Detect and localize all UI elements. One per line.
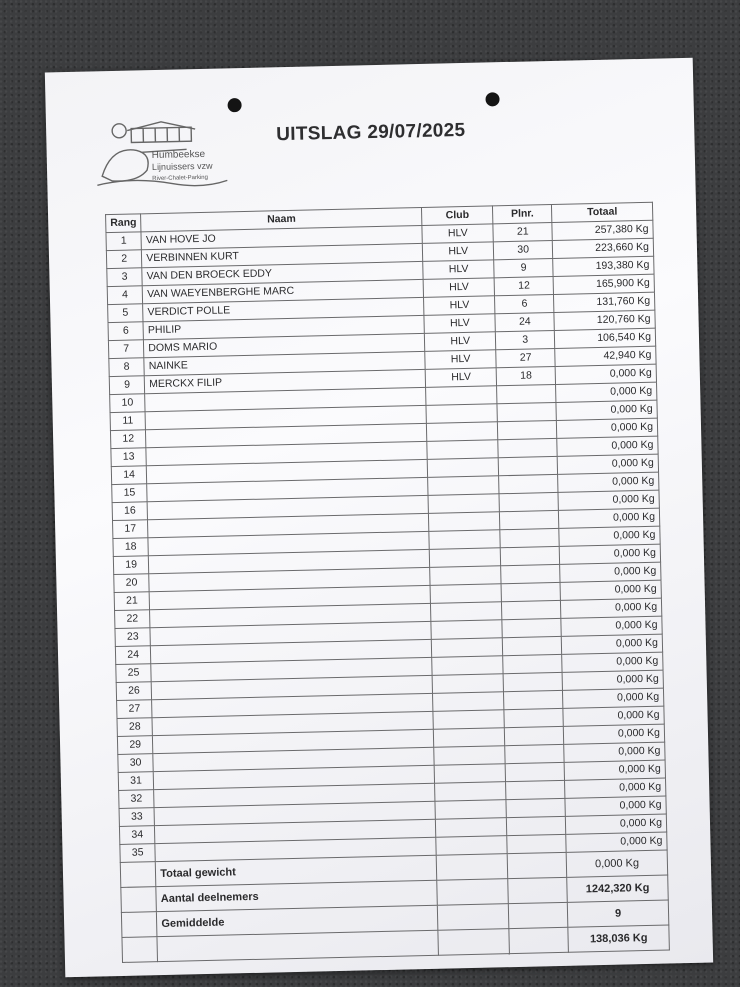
- cell-naam: NAINKE: [144, 351, 425, 375]
- cell-rang: 34: [119, 826, 155, 845]
- summary-club-blank: [438, 929, 510, 956]
- cell-totaal: 0,000 Kg: [559, 544, 660, 564]
- cell-plnr: [507, 834, 566, 853]
- cell-plnr: 9: [494, 258, 553, 277]
- cell-club: [429, 530, 500, 550]
- summary-label: Totaal gewicht: [156, 855, 437, 886]
- summary-label: Aantal deelnemers: [156, 880, 437, 911]
- cell-rang: 12: [110, 430, 146, 449]
- cell-totaal: 0,000 Kg: [556, 382, 657, 402]
- cell-club: [428, 476, 499, 496]
- results-sheet: [45, 58, 713, 977]
- cell-club: [435, 800, 506, 820]
- cell-plnr: [502, 618, 561, 637]
- cell-rang: 9: [109, 376, 145, 395]
- cell-naam: VERBINNEN KURT: [142, 243, 423, 267]
- cell-club: [427, 422, 498, 442]
- cell-club: [426, 404, 497, 424]
- cell-plnr: [499, 474, 558, 493]
- cell-club: [429, 548, 500, 568]
- cell-totaal: 0,000 Kg: [560, 562, 661, 582]
- summary-plnr-blank: [509, 902, 569, 928]
- cell-plnr: [504, 690, 563, 709]
- header-plnr: Plnr.: [493, 205, 552, 224]
- cell-rang: 2: [106, 250, 142, 269]
- cell-rang: 27: [117, 700, 153, 719]
- summary-blank: [120, 862, 156, 888]
- cell-rang: 26: [116, 682, 152, 701]
- summary-plnr-blank: [507, 852, 567, 878]
- page-title: UITSLAG 29/07/2025: [276, 119, 466, 146]
- cell-club: [431, 602, 502, 622]
- cell-totaal: 223,660 Kg: [553, 238, 654, 258]
- cell-totaal: 0,000 Kg: [557, 454, 658, 474]
- cell-naam: DOMS MARIO: [144, 333, 425, 357]
- cell-club: [435, 782, 506, 802]
- cell-plnr: 27: [496, 348, 555, 367]
- summary-club-blank: [436, 854, 508, 881]
- cell-club: [434, 764, 505, 784]
- cell-totaal: 0,000 Kg: [555, 364, 656, 384]
- cell-plnr: [505, 726, 564, 745]
- cell-totaal: 42,940 Kg: [555, 346, 656, 366]
- summary-plnr-blank: [508, 877, 568, 903]
- summary-club-blank: [438, 904, 510, 931]
- cell-club: HLV: [423, 278, 494, 298]
- cell-naam: VAN WAEYENBERGHE MARC: [142, 279, 423, 303]
- cell-totaal: 0,000 Kg: [564, 742, 665, 762]
- cell-rang: 3: [107, 268, 143, 287]
- cell-plnr: 18: [496, 366, 555, 385]
- cell-plnr: [499, 492, 558, 511]
- cell-totaal: 0,000 Kg: [561, 598, 662, 618]
- cell-totaal: 0,000 Kg: [566, 832, 667, 852]
- logo-line1: Humbeekse: [151, 148, 206, 162]
- cell-naam: PHILIP: [143, 315, 424, 339]
- cell-plnr: [497, 402, 556, 421]
- cell-rang: 22: [115, 610, 151, 629]
- summary-value: 9: [568, 900, 669, 927]
- cell-plnr: [498, 420, 557, 439]
- cell-rang: 10: [110, 394, 146, 413]
- cell-rang: 13: [111, 448, 147, 467]
- cell-totaal: 0,000 Kg: [565, 796, 666, 816]
- cell-totaal: 0,000 Kg: [560, 580, 661, 600]
- cell-totaal: 0,000 Kg: [563, 688, 664, 708]
- cell-plnr: [498, 438, 557, 457]
- cell-club: [433, 710, 504, 730]
- cell-totaal: 193,380 Kg: [553, 256, 654, 276]
- punch-hole: [227, 98, 241, 112]
- cell-plnr: [501, 564, 560, 583]
- cell-totaal: 0,000 Kg: [558, 490, 659, 510]
- cell-totaal: 0,000 Kg: [566, 814, 667, 834]
- cell-plnr: [503, 654, 562, 673]
- cell-rang: 28: [117, 718, 153, 737]
- cell-plnr: 12: [494, 276, 553, 295]
- cell-plnr: [500, 510, 559, 529]
- cell-club: HLV: [425, 350, 496, 370]
- cell-club: [430, 566, 501, 586]
- cell-totaal: 0,000 Kg: [557, 418, 658, 438]
- cell-plnr: 24: [495, 312, 554, 331]
- cell-club: HLV: [425, 332, 496, 352]
- cell-rang: 1: [106, 232, 142, 251]
- cell-totaal: 0,000 Kg: [559, 526, 660, 546]
- cell-totaal: 131,760 Kg: [554, 292, 655, 312]
- results-table: [105, 202, 670, 963]
- cell-rang: 4: [107, 286, 143, 305]
- cell-club: HLV: [423, 242, 494, 262]
- cell-totaal: 0,000 Kg: [556, 400, 657, 420]
- cell-rang: 17: [113, 520, 149, 539]
- cell-club: [432, 656, 503, 676]
- cell-rang: 29: [117, 736, 153, 755]
- cell-totaal: 0,000 Kg: [562, 670, 663, 690]
- summary-label: Gemiddelde: [157, 905, 438, 936]
- cell-plnr: [506, 780, 565, 799]
- cell-totaal: 0,000 Kg: [557, 436, 658, 456]
- cell-totaal: 0,000 Kg: [564, 760, 665, 780]
- header-totaal: Totaal: [552, 202, 653, 222]
- cell-totaal: 0,000 Kg: [563, 706, 664, 726]
- cell-plnr: 6: [495, 294, 554, 313]
- cell-club: [436, 818, 507, 838]
- cell-club: HLV: [425, 368, 496, 388]
- cell-plnr: [500, 546, 559, 565]
- header-rang: Rang: [106, 214, 142, 233]
- cell-plnr: [500, 528, 559, 547]
- cell-rang: 30: [118, 754, 154, 773]
- cell-rang: 15: [112, 484, 148, 503]
- cell-totaal: 0,000 Kg: [565, 778, 666, 798]
- cell-club: [434, 728, 505, 748]
- cell-rang: 16: [112, 502, 148, 521]
- summary-value: 138,036 Kg: [568, 925, 669, 952]
- cell-totaal: 0,000 Kg: [559, 508, 660, 528]
- cell-rang: 20: [114, 574, 150, 593]
- cell-club: HLV: [424, 296, 495, 316]
- cell-rang: 18: [113, 538, 149, 557]
- cell-rang: 33: [119, 808, 155, 827]
- cell-totaal: 106,540 Kg: [555, 328, 656, 348]
- cell-totaal: 257,380 Kg: [552, 220, 653, 240]
- cell-rang: 23: [115, 628, 151, 647]
- header-naam: Naam: [141, 207, 422, 231]
- cell-club: [430, 584, 501, 604]
- cell-rang: 8: [109, 358, 145, 377]
- cell-club: [427, 440, 498, 460]
- cell-plnr: [506, 798, 565, 817]
- summary-value: 0,000 Kg: [566, 850, 667, 877]
- cell-plnr: [505, 744, 564, 763]
- cell-club: [432, 674, 503, 694]
- cell-plnr: [507, 816, 566, 835]
- cell-club: [436, 836, 507, 856]
- cell-naam: VAN HOVE JO: [141, 225, 422, 249]
- cell-totaal: 0,000 Kg: [562, 652, 663, 672]
- cell-rang: 25: [116, 664, 152, 683]
- cell-club: [433, 692, 504, 712]
- cell-rang: 35: [120, 844, 156, 863]
- cell-club: [431, 620, 502, 640]
- summary-value: 1242,320 Kg: [567, 875, 668, 902]
- cell-plnr: [504, 708, 563, 727]
- cell-plnr: 30: [494, 240, 553, 259]
- logo-line3: River-Chalet-Parking: [152, 174, 209, 183]
- cell-club: [426, 386, 497, 406]
- summary-blank: [121, 887, 157, 913]
- cell-rang: 32: [119, 790, 155, 809]
- cell-club: HLV: [424, 314, 495, 334]
- cell-plnr: [497, 384, 556, 403]
- cell-plnr: [502, 600, 561, 619]
- cell-plnr: [501, 582, 560, 601]
- cell-totaal: 0,000 Kg: [564, 724, 665, 744]
- summary-club-blank: [437, 879, 509, 906]
- cell-plnr: [503, 636, 562, 655]
- cell-plnr: 3: [496, 330, 555, 349]
- cell-naam: MERCKX FILIP: [144, 369, 425, 393]
- cell-club: HLV: [423, 260, 494, 280]
- summary-blank: [121, 912, 157, 938]
- cell-plnr: [505, 762, 564, 781]
- cell-club: [427, 458, 498, 478]
- cell-totaal: 0,000 Kg: [558, 472, 659, 492]
- summary-plnr-blank: [509, 927, 569, 953]
- cell-club: [428, 494, 499, 514]
- cell-totaal: 0,000 Kg: [561, 634, 662, 654]
- cell-club: HLV: [422, 224, 493, 244]
- cell-club: [434, 746, 505, 766]
- cell-rang: 31: [118, 772, 154, 791]
- cell-rang: 6: [108, 322, 144, 341]
- punch-hole: [485, 92, 499, 106]
- cell-totaal: 0,000 Kg: [561, 616, 662, 636]
- cell-rang: 5: [108, 304, 144, 323]
- cell-rang: 14: [111, 466, 147, 485]
- cell-rang: 19: [113, 556, 149, 575]
- cell-club: [429, 512, 500, 532]
- cell-plnr: [503, 672, 562, 691]
- cell-totaal: 120,760 Kg: [554, 310, 655, 330]
- cell-rang: 24: [115, 646, 151, 665]
- logo-line2: Lijnuissers vzw: [151, 160, 213, 173]
- cell-rang: 7: [108, 340, 144, 359]
- cell-plnr: 21: [493, 222, 552, 241]
- cell-plnr: [498, 456, 557, 475]
- cell-rang: 21: [114, 592, 150, 611]
- cell-rang: 11: [110, 412, 146, 431]
- header-club: Club: [422, 206, 493, 226]
- summary-blank: [122, 937, 158, 963]
- cell-club: [432, 638, 503, 658]
- cell-naam: VERDICT POLLE: [143, 297, 424, 321]
- cell-totaal: 165,900 Kg: [553, 274, 654, 294]
- cell-naam: VAN DEN BROECK EDDY: [142, 261, 423, 285]
